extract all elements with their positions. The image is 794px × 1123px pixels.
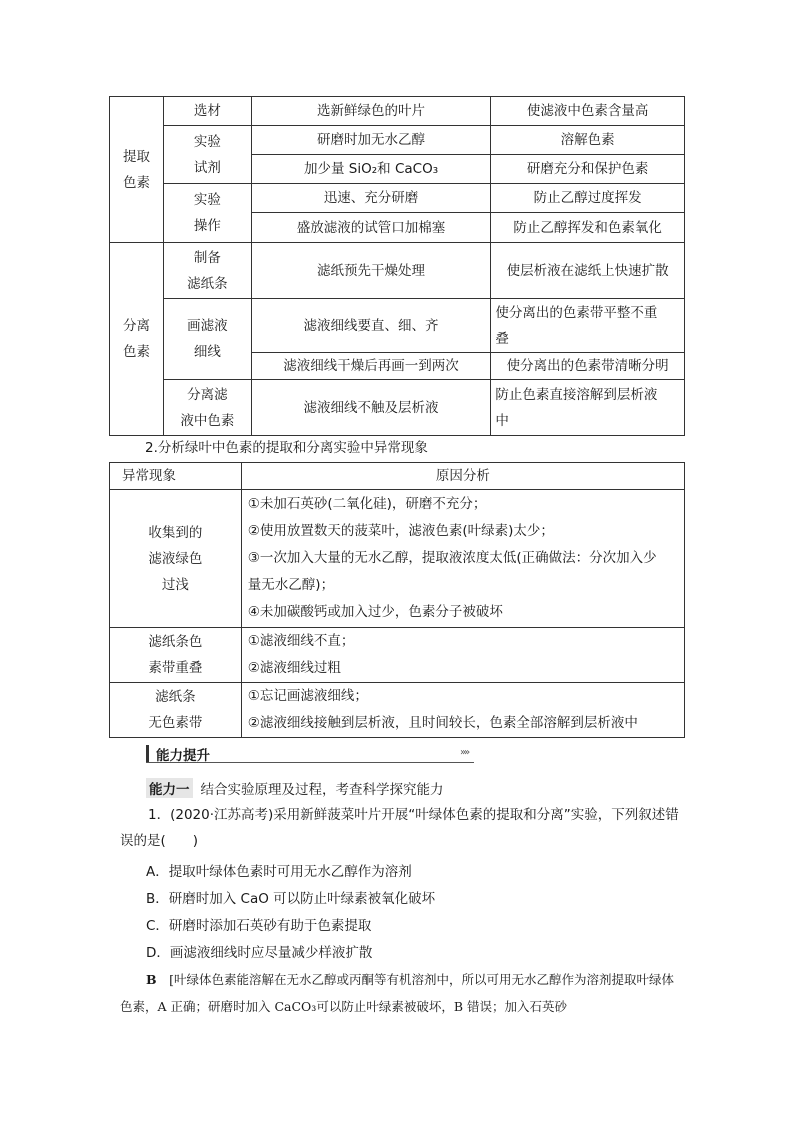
measure-text: 滤液细线不触及层析液 [303, 399, 439, 416]
sub-cell [163, 243, 251, 299]
extract-group-cell [110, 97, 164, 243]
purpose-text: 使滤液中色素含量高 [526, 103, 649, 119]
answer-text: [叶绿体色素能溶解在无水乙醇或丙酮等有机溶剂中，所以可用无水乙醇作为溶剂提取叶绿体色素，A 正确；研磨时加入 CaCO₃可以防止叶绿素被破坏，B 错误；加入石英砂 [120, 972, 674, 1014]
answer-key: B [146, 972, 157, 987]
question-stem: 1．(2020·江苏高考)采用新鲜菠菜叶片开展“叶绿体色素的提取和分离”实验，下列叙述错误的是( ) [120, 807, 679, 849]
measure-cell [251, 353, 491, 380]
purpose-cell [491, 155, 685, 184]
measure-cell [251, 380, 491, 436]
phenomenon-cell [110, 683, 242, 738]
header-reasons: 原因分析 [241, 463, 684, 490]
measure-text: 加少量 SiO₂和 CaCO₃ [304, 161, 439, 177]
phenomenon-text: 滤纸条 无色素带 [148, 689, 203, 731]
measure-text: 盛放滤液的试管口加棉塞 [296, 219, 446, 236]
answer-explanation [120, 966, 682, 1020]
purpose-text: 使分离出的色素带清晰分明 [506, 358, 669, 374]
option-d: D．画滤液细线时应尽量减少样液扩散 [146, 945, 373, 961]
sub-label: 画滤液 细线 [187, 318, 228, 360]
purpose-cell [491, 380, 685, 436]
purpose-text: 研磨充分和保护色素 [526, 161, 649, 177]
phenomenon-cell [110, 490, 242, 628]
purpose-text: 防止色素直接溶解到层析液 中 [495, 386, 658, 429]
sub-label: 分离滤 液中色素 [180, 386, 235, 429]
ability-line [146, 778, 444, 798]
option-a: A．提取叶绿体色素时可用无水乙醇作为溶剂 [146, 864, 412, 880]
purpose-cell [491, 353, 685, 380]
extract-group-label: 提取 色素 [122, 148, 150, 191]
sub-cell [163, 380, 251, 436]
measure-cell [251, 243, 491, 299]
table2-caption: 2.分析绿叶中色素的提取和分离实验中异常现象 [145, 440, 428, 456]
option-c: C．研磨时添加石英砂有助于色素提取 [146, 918, 372, 934]
header-phenomenon: 异常现象 [110, 463, 242, 490]
measure-cell [251, 213, 491, 243]
phenomenon-text: 滤纸条色 素带重叠 [148, 634, 203, 676]
reasons-cell [241, 628, 684, 683]
sub-cell [163, 126, 251, 184]
measure-text: 选新鲜绿色的叶片 [317, 103, 426, 119]
purpose-cell [491, 184, 685, 213]
purpose-text: 溶解色素 [560, 132, 615, 148]
purpose-text: 使层析液在滤纸上快速扩散 [506, 262, 669, 279]
anomaly-table [109, 462, 685, 738]
measure-text: 滤纸预先干燥处理 [317, 262, 426, 279]
double-chevron-icon: »» [460, 747, 469, 758]
section-header [146, 745, 474, 763]
purpose-cell [491, 243, 685, 299]
measure-text: 迅速、充分研磨 [323, 190, 419, 206]
option-b: B．研磨时加入 CaO 可以防止叶绿素被氧化破坏 [146, 891, 436, 907]
reasons-text: ①滤液细线不直； ②滤液细线过粗 [247, 633, 355, 676]
sub-cell [163, 97, 251, 126]
sub-cell [163, 299, 251, 380]
purpose-text: 防止乙醇挥发和色素氧化 [513, 219, 662, 236]
reasons-cell [241, 490, 684, 628]
purpose-cell [491, 299, 685, 353]
reasons-text: ①忘记画滤液细线； ②滤液细线接触到层析液，且时间较长，色素全部溶解到层析液中 [247, 688, 638, 731]
sub-label: 选材 [193, 103, 221, 119]
measure-cell [251, 155, 491, 184]
measure-cell [251, 126, 491, 155]
section-marker [146, 745, 149, 762]
sub-label: 实验 试剂 [193, 133, 221, 176]
reasons-text: ①未加石英砂(二氧化硅)，研磨不充分； ②使用放置数天的菠菜叶，滤液色素(叶绿素)太少； ③一次加入大量的无水乙醇，提取液浓度太低(正确做法：分次加入少 量无水乙醇)； ④未加碳酸钙或加入过少，色素分子被破坏 [247, 496, 657, 620]
sub-cell [163, 184, 251, 243]
purpose-cell [491, 213, 685, 243]
measure-cell [251, 184, 491, 213]
purpose-cell [491, 126, 685, 155]
measure-cell [251, 97, 491, 126]
sub-label: 制备 滤纸条 [187, 249, 228, 292]
phenomenon-cell [110, 628, 242, 683]
ability-text: 结合实验原理及过程，考查科学探究能力 [200, 782, 444, 798]
sub-label: 实验 操作 [193, 192, 221, 234]
section-title: 能力提升 [156, 748, 210, 764]
method-table [109, 96, 685, 436]
measure-text: 滤液细线要直、细、齐 [303, 317, 439, 334]
ability-tag: 能力一 [146, 778, 193, 798]
reasons-cell [241, 683, 684, 738]
measure-cell [251, 299, 491, 353]
purpose-cell [491, 97, 685, 126]
measure-text: 滤液细线干燥后再画一到两次 [283, 358, 459, 374]
phenomenon-text: 收集到的 滤液绿色 过浅 [148, 524, 203, 593]
separate-group-label: 分离 色素 [122, 318, 150, 360]
purpose-text: 使分离出的色素带平整不重 叠 [495, 304, 658, 347]
purpose-text: 防止乙醇过度挥发 [533, 190, 642, 206]
separate-group-cell [110, 243, 164, 436]
measure-text: 研磨时加无水乙醇 [317, 132, 426, 148]
